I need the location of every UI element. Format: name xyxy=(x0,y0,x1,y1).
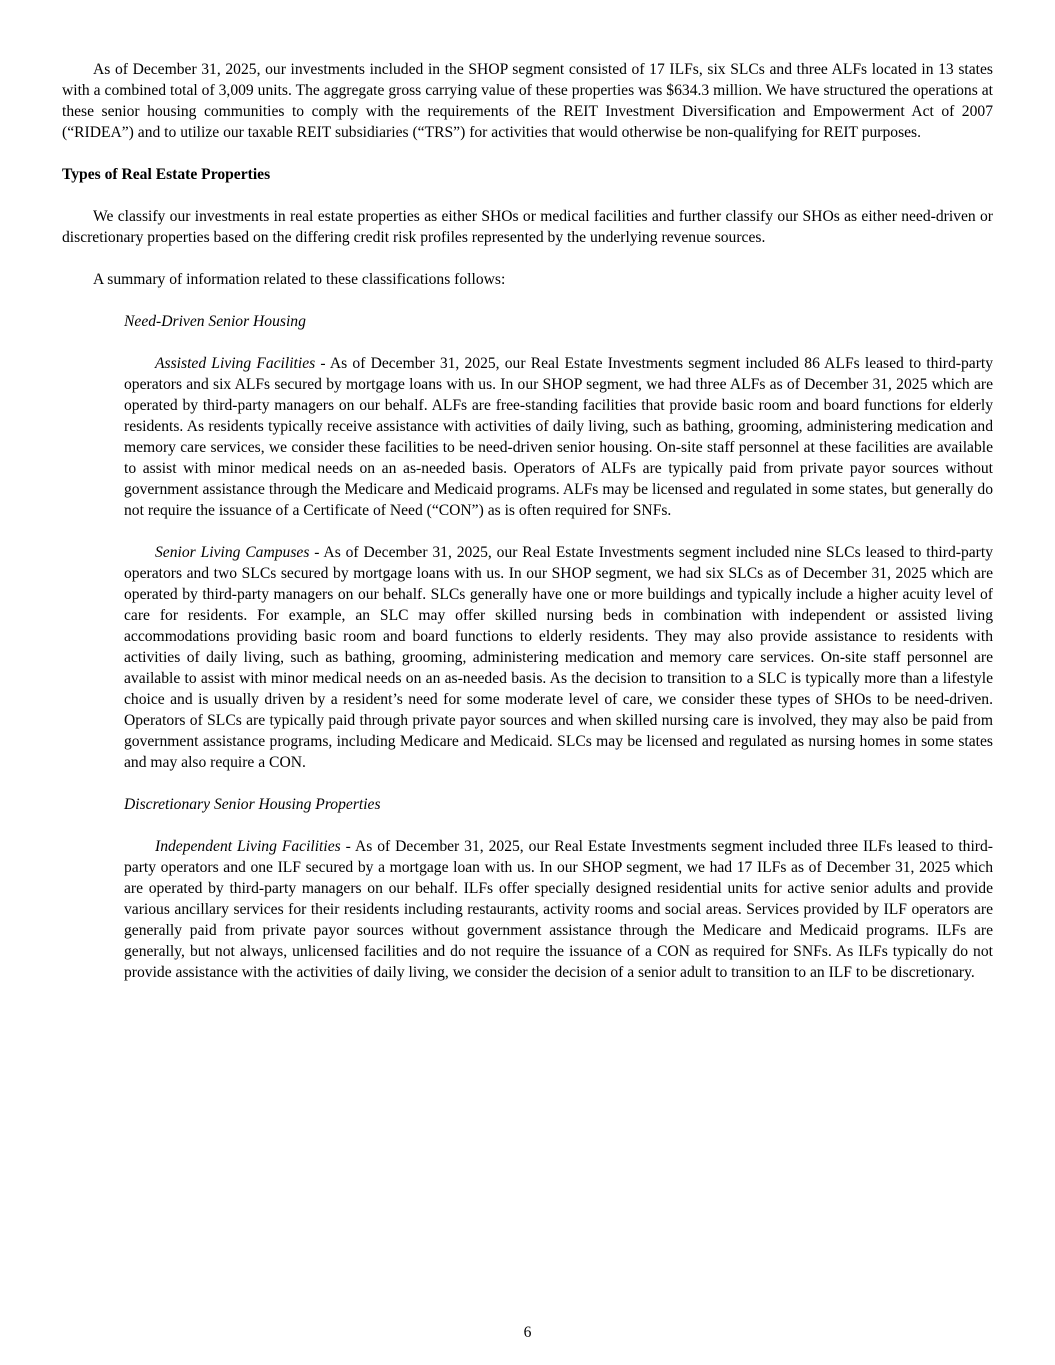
discretionary-heading: Discretionary Senior Housing Properties xyxy=(124,796,381,813)
discretionary-section xyxy=(124,794,993,983)
ilf-paragraph xyxy=(124,836,993,983)
intro-paragraph: As of December 31, 2025, our investments included in the SHOP segment consisted of 17 ILFs, six SLCs and three ALFs located in 13 states with a combined total of 3,009 units. The aggregate gross carrying value of these properties was $634.3 million. We have structured the operations at these senior housing communities to comply with the requirements of the REIT Investment Diversification and Empowerment Act of 2007 (“RIDEA”) and to utilize our taxable REIT subsidiaries (“TRS”) for activities that would otherwise be non-qualifying for REIT purposes. xyxy=(62,61,993,141)
alf-paragraph xyxy=(124,353,993,521)
alf-lead-in: Assisted Living Facilities - xyxy=(155,355,326,372)
ilf-lead-in: Independent Living Facilities - xyxy=(155,838,351,855)
section-heading: Types of Real Estate Properties xyxy=(62,166,271,183)
ilf-text: As of December 31, 2025, our Real Estate Investments segment included three ILFs leased to third-party operators and one ILF secured by a mortgage loan with us. In our SHOP segment, we had 17 ILFs as of December 31, 2025 which are operated by third-party managers on our behalf. ILFs offer specially designed residential units for active senior adults and provide various ancillary services for their residents including restaurants, activity rooms and social areas. Services provided by ILF operators are generally paid from private payor sources without government assistance through the Medicare and Medicaid programs. ILFs are generally, but not always, unlicensed facilities and do not require the issuance of a CON as required for SNFs. As ILFs typically do not provide assistance with the activities of daily living, we consider the decision of a senior adult to transition to an ILF to be discretionary. xyxy=(124,838,993,981)
summary-intro-paragraph: A summary of information related to these classifications follows: xyxy=(93,271,506,288)
document-page xyxy=(62,59,993,983)
classification-paragraph: We classify our investments in real estate properties as either SHOs or medical facilities and further classify our SHOs as either need-driven or discretionary properties based on the differing credit risk profiles represented by the underlying revenue sources. xyxy=(62,208,993,246)
slc-text: As of December 31, 2025, our Real Estate Investments segment included nine SLCs leased to third-party operators and two SLCs secured by mortgage loans with us. In our SHOP segment, we had six SLCs as of December 31, 2025 which are operated by third-party managers on our behalf. SLCs generally have one or more buildings and typically include a higher acuity level of care for residents. For example, an SLC may offer skilled nursing beds in combination with independent or assisted living accommodations providing basic room and board functions to elderly residents. They may also provide assistance to residents with activities of daily living, such as bathing, grooming, administering medication and memory care services. On-site staff personnel are available to assist with minor medical needs on an as-needed basis. As the decision to transition to a SLC is typically more than a lifestyle choice and is usually driven by a resident’s need for some moderate level of care, we consider these types of SHOs to be need-driven. Operators of SLCs are typically paid through private payor sources and when skilled nursing care is involved, they may also be paid from government assistance programs, including Medicare and Medicaid. SLCs may be licensed and regulated as nursing homes in some states and may also require a CON. xyxy=(124,544,993,771)
slc-lead-in: Senior Living Campuses - xyxy=(155,544,320,561)
need-driven-heading: Need-Driven Senior Housing xyxy=(124,313,306,330)
slc-paragraph xyxy=(124,542,993,773)
need-driven-section xyxy=(124,311,993,773)
alf-text: As of December 31, 2025, our Real Estate Investments segment included 86 ALFs leased to third-party operators and six ALFs secured by mortgage loans with us. In our SHOP segment, we had three ALFs as of December 31, 2025 which are operated by third-party managers on our behalf. ALFs are free-standing facilities that provide basic room and board functions for elderly residents. As residents typically receive assistance with activities of daily living, such as bathing, grooming, administering medication and memory care services, we consider these facilities to be need-driven senior housing. On-site staff personnel at these facilities are available to assist with minor medical needs on an as-needed basis. Operators of ALFs are typically paid from private payor sources without government assistance through the Medicare and Medicaid programs. ALFs may be licensed and regulated in some states, but generally do not require the issuance of a Certificate of Need (“CON”) as is often required for SNFs. xyxy=(124,355,994,519)
page-number: 6 xyxy=(523,1324,532,1341)
